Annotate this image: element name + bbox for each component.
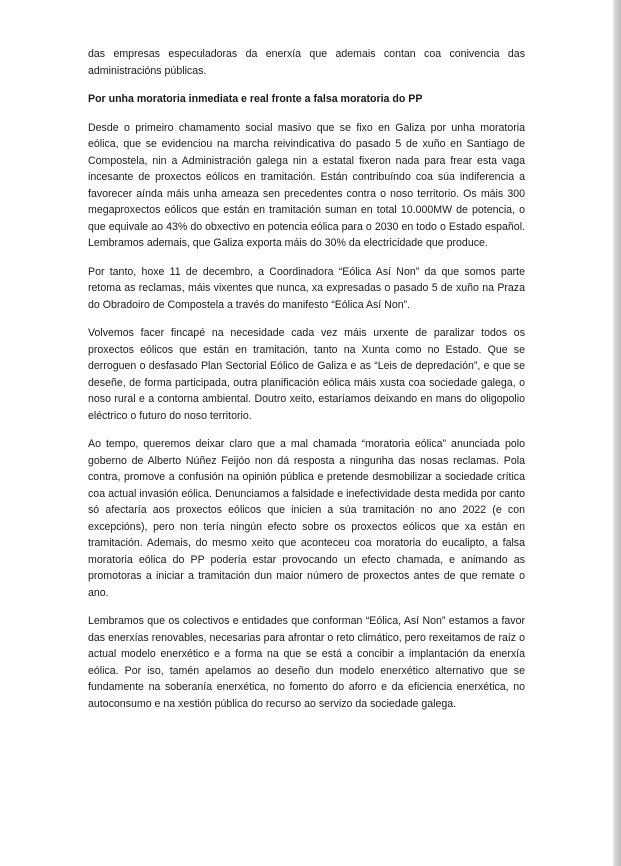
paragraph-1: Desde o primeiro chamamento social masivo que se fixo en Galiza por unha moratoria eólica, que se evidenciou na marcha reivindicativa do pasado 5 de xuño en Santiago de Compostela, nin a Administración galega nin a estatal fixeron nada para frear esta vaga incesante de proxectos eólicos en tramitación. Están contribuíndo coa súa indiferencia a favorecer aínda máis unha ameaza sen precedentes contra o noso territorio. Os máis 300 megaproxectos eólicos que están en tramitación suman en total 10.000MW de potencia, o que equivale ao 43% do obxectivo en potencia eólica para o 2030 en todo o Estado español. Lembramos ademais, que Galiza exporta máis do 30% da electricidade que produce. [88, 121, 525, 249]
paragraph-intro: das empresas especuladoras da enerxía que ademais contan coa conivencia das administracións públicas. [88, 48, 525, 77]
paragraph-5: Lembramos que os colectivos e entidades que conforman “Eólica, Así Non” estamos a favor das enerxías renovables, necesarias para afrontar o reto climático, pero rexeitamos de raíz o actual modelo enerxético e a forma na que se está a concibir a implantación da enerxía eólica. Por iso, tamén apelamos ao deseño dun modelo enerxético alternativo que se fundamente na soberanía enerxética, no fomento do aforro e da eficiencia enerxética, no autoconsumo e na xestión pública do recurso ao servizo da sociedade galega. [88, 615, 525, 710]
paragraph-3: Volvemos facer fincapé na necesidade cada vez máis urxente de paralizar todos os proxectos eólicos que están en tramitación, tanto na Xunta como no Estado. Que se derroguen o desfasado Plan Sectorial Eólico de Galiza e as “Leis de depredación”, e que se deseñe, de forma participada, outra planificación eólica máis xusta coa sociedade galega, o noso rural e a contorna ambiental. Doutro xeito, estaríamos deixando en mans do oligopolio eléctrico o futuro do noso territorio. [88, 327, 525, 422]
paragraph-2: Por tanto, hoxe 11 de decembro, a Coordinadora “Eólica Así Non” da que somos parte retoma as reclamas, máis vixentes que nunca, xa expresadas o pasado 5 de xuño na Praza do Obradoiro de Compostela a través do manifesto “Eólica Así Non”. [88, 265, 525, 311]
paragraph-4: Ao tempo, queremos deixar claro que a mal chamada “moratoria eólica” anunciada polo goberno de Alberto Núñez Feijóo non dá resposta a ningunha das nosas reclamas. Pola contra, promove a confusión na opinión pública e pretende desmobilizar a sociedade crítica coa actual invasión eólica. Denunciamos a falsidade e inefectividade desta medida por canto só afectaría aos proxectos eólicos que inicien a súa tramitación no ano 2022 (e con excepcións), pero non tería ningún efecto sobre os proxectos eólicos que xa están en tramitación. Ademais, do mesmo xeito que aconteceu coa moratoria do eucalipto, a falsa moratoria eólica do PP podería estar provocando un efecto chamada, e animando as promotoras a iniciar a tramitación dun maior número de proxectos antes de que remate o ano. [88, 438, 525, 599]
section-heading: Por unha moratoria inmediata e real fronte a falsa moratoria do PP [88, 93, 423, 105]
page-edge-shadow [613, 0, 621, 866]
